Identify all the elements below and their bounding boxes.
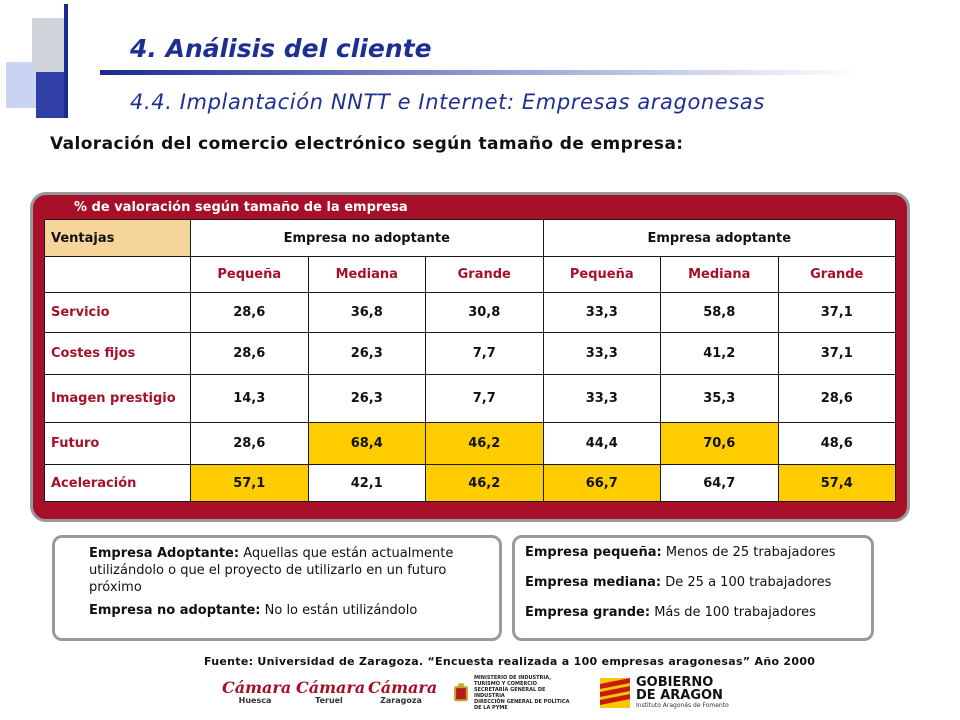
subheader-empty [45, 257, 191, 293]
group-header-adoptante: Empresa adoptante [543, 220, 896, 257]
decor-horizontal-line [100, 70, 860, 75]
logo-camara-word: Cámara [222, 678, 292, 697]
subheader-cell: Pequeña [191, 257, 309, 293]
table-cell: 37,1 [778, 333, 896, 375]
logo-camara-word: Cámara [368, 678, 438, 697]
table-row [45, 423, 896, 465]
table-row [45, 293, 896, 333]
group-header-no-adoptante: Empresa no adoptante [191, 220, 544, 257]
slide-subtitle: 4.4. Implantación NNTT e Internet: Empresas aragonesas [130, 90, 765, 114]
aragon-subtitle: Instituto Aragonés de Fomento [636, 702, 729, 709]
subheader-cell: Mediana [661, 257, 779, 293]
table-cell: 26,3 [308, 375, 426, 423]
table-cell-highlighted: 68,4 [308, 423, 426, 465]
table-cell: 7,7 [426, 375, 544, 423]
table-cell-highlighted: 70,6 [661, 423, 779, 465]
logo-camara-city: Teruel [315, 696, 343, 705]
table-cell: 33,3 [543, 333, 661, 375]
table-cell: 64,7 [661, 465, 779, 502]
table-cell: 14,3 [191, 375, 309, 423]
section-title: Valoración del comercio electrónico según tamaño de empresa: [50, 134, 684, 154]
decor-square-lightblue [6, 62, 36, 108]
logo-gobierno-aragon [600, 676, 740, 710]
table-row [45, 333, 896, 375]
table-cell: 33,3 [543, 293, 661, 333]
table-cell: 58,8 [661, 293, 779, 333]
aragon-name-line: GOBIERNO [636, 675, 714, 690]
table-cell-highlighted: 66,7 [543, 465, 661, 502]
table-cell: 7,7 [426, 333, 544, 375]
ministerio-line: SECRETARÍA GENERAL DE INDUSTRIA [473, 687, 546, 699]
table-cell: 36,8 [308, 293, 426, 333]
definition-no-adoptante [89, 602, 485, 619]
spain-crest-icon [452, 677, 470, 709]
logo-camara-word: Cámara [296, 678, 366, 697]
table-cell: 33,3 [543, 375, 661, 423]
table-cell: 28,6 [191, 423, 309, 465]
term-pequena: Empresa pequeña: [525, 545, 662, 560]
ministerio-line: MINISTERIO DE INDUSTRIA, TURISMO Y COMERCIO [473, 675, 552, 687]
table-cell-highlighted: 46,2 [426, 465, 544, 502]
ministerio-text [474, 675, 572, 711]
table-cell: 28,6 [778, 375, 896, 423]
subheader-cell: Grande [426, 257, 544, 293]
table-group-header-row [45, 220, 896, 257]
aragon-flag-icon [600, 678, 630, 708]
valuation-table [44, 219, 896, 502]
definitions-adoption-box [52, 535, 502, 641]
source-citation: Fuente: Universidad de Zaragoza. “Encuesta realizada a 100 empresas aragonesas” Año 2000 [204, 655, 816, 668]
definition-mediana [525, 574, 861, 591]
table-cell-highlighted: 46,2 [426, 423, 544, 465]
table-cell-highlighted: 57,1 [191, 465, 309, 502]
subheader-cell: Mediana [308, 257, 426, 293]
definition-adoptante [89, 545, 485, 596]
def-grande: Más de 100 trabajadores [650, 605, 816, 620]
row-label: Servicio [45, 293, 191, 333]
definitions-size-box [512, 535, 874, 641]
aragon-name [636, 676, 729, 710]
ministerio-line: DIRECCIÓN GENERAL DE POLÍTICA DE LA PYME [473, 699, 570, 711]
table-cell: 44,4 [543, 423, 661, 465]
row-label: Aceleración [45, 465, 191, 502]
term-adoptante: Empresa Adoptante: [89, 546, 240, 561]
aragon-name-line: DE ARAGON [636, 688, 723, 703]
definition-grande [525, 604, 861, 621]
table-cell: 35,3 [661, 375, 779, 423]
logo-camara-city: Huesca [238, 696, 272, 705]
term-no-adoptante: Empresa no adoptante: [89, 603, 261, 618]
term-mediana: Empresa mediana: [525, 575, 662, 590]
def-mediana: De 25 a 100 trabajadores [661, 575, 832, 590]
decor-square-grey [32, 18, 66, 74]
table-subheader-row [45, 257, 896, 293]
logo-camara-city: Zaragoza [380, 696, 422, 705]
table-cell: 28,6 [191, 293, 309, 333]
table-cell: 28,6 [191, 333, 309, 375]
table-cell: 41,2 [661, 333, 779, 375]
def-adoptante: Aquellas que están actualmente utilizándolo o que el proyecto de utilizarlo en un futuro próximo [89, 546, 454, 595]
logo-camara-huesca [222, 678, 292, 705]
table-cell: 30,8 [426, 293, 544, 333]
term-grande: Empresa grande: [525, 605, 651, 620]
table-row [45, 465, 896, 502]
table-row [45, 375, 896, 423]
table-caption: % de valoración según tamaño de la empresa [74, 200, 408, 215]
table-cell: 26,3 [308, 333, 426, 375]
def-pequena: Menos de 25 trabajadores [661, 545, 836, 560]
table-cell: 42,1 [308, 465, 426, 502]
row-label: Futuro [45, 423, 191, 465]
def-no-adoptante: No lo están utilizándolo [260, 603, 418, 618]
corner-label: Ventajas [45, 220, 191, 257]
logo-ministerio [452, 676, 572, 710]
subheader-cell: Grande [778, 257, 896, 293]
table-cell: 48,6 [778, 423, 896, 465]
row-label: Costes fijos [45, 333, 191, 375]
slide-title: 4. Análisis del cliente [130, 34, 432, 63]
logo-camara-zaragoza [368, 678, 438, 705]
logo-camara-teruel [296, 678, 366, 705]
row-label: Imagen prestigio [45, 375, 191, 423]
definition-pequena [525, 544, 861, 561]
table-cell-highlighted: 57,4 [778, 465, 896, 502]
table-cell: 37,1 [778, 293, 896, 333]
decor-vertical-line [64, 4, 68, 118]
subheader-cell: Pequeña [543, 257, 661, 293]
